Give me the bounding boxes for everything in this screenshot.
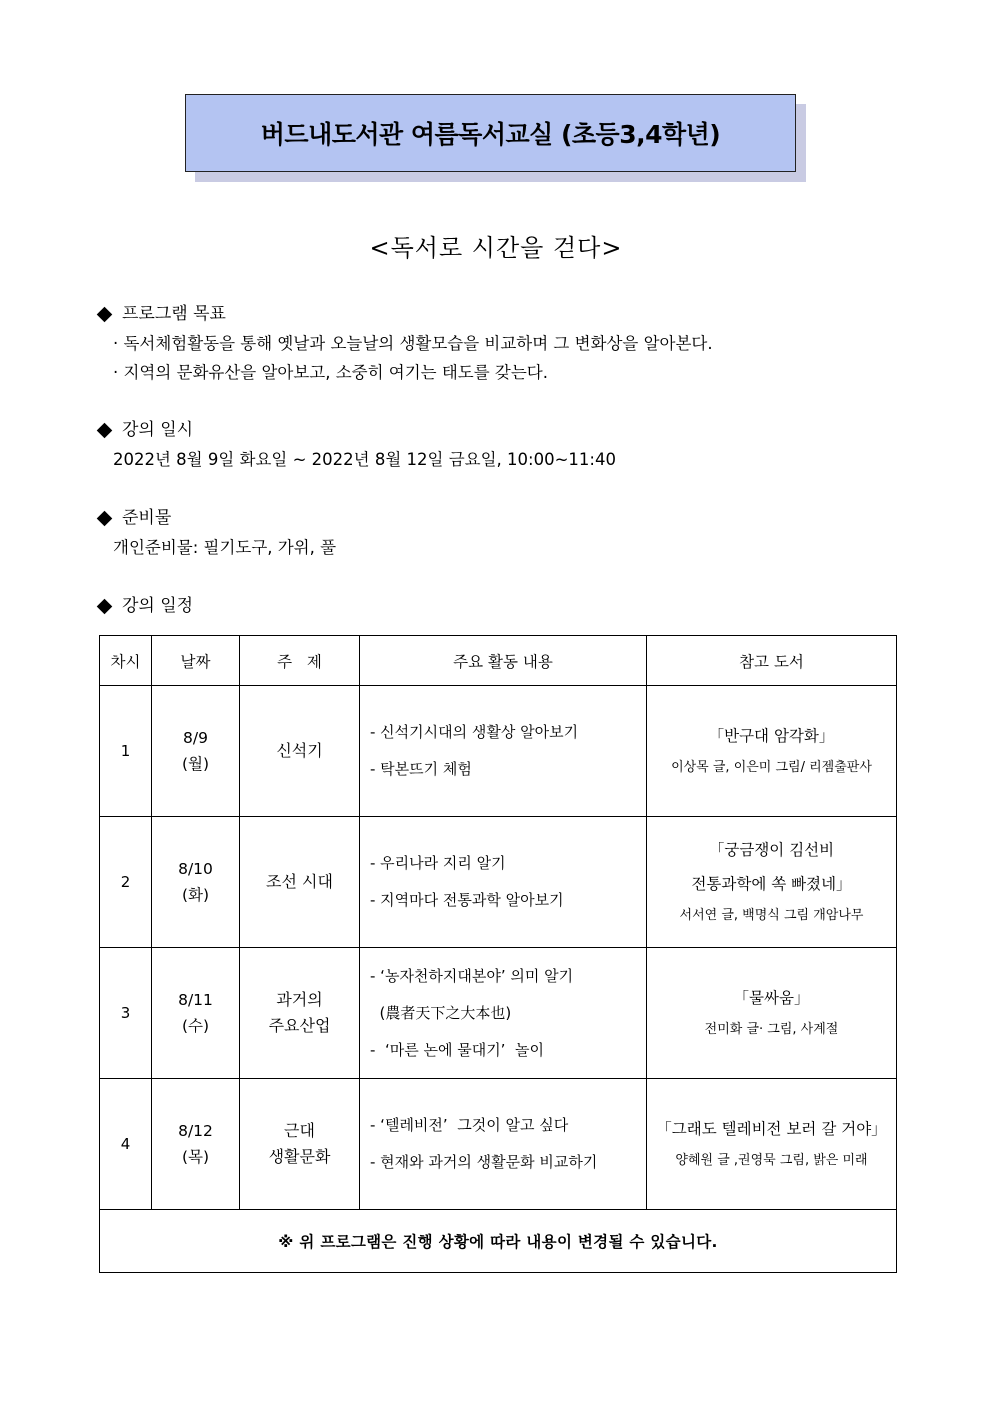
book-author: 양혜원 글 ,권영묵 그림, 밝은 미래 xyxy=(675,1153,868,1168)
table-header-row xyxy=(100,636,897,686)
date-value: 8/12 xyxy=(178,1122,213,1140)
session-activities xyxy=(360,686,647,817)
table-row xyxy=(100,686,897,817)
session-topic xyxy=(240,948,360,1079)
book-author: 서서연 글, 백명식 그림 개암나무 xyxy=(679,908,864,923)
topic-line: 조선 시대 xyxy=(266,872,333,891)
book-author: 이상목 글, 이은미 그림/ 리젬출판사 xyxy=(671,760,872,775)
table-row xyxy=(100,948,897,1079)
activity-item: (農者天下之大本也) xyxy=(370,1003,512,1022)
session-reference xyxy=(647,817,897,948)
session-number: 4 xyxy=(100,1079,152,1210)
date-value: 8/9 xyxy=(183,729,208,747)
section-supplies-heading xyxy=(95,504,336,533)
book-title: 「그래도 텔레비전 보러 갈 거야」 xyxy=(656,1120,887,1138)
session-date xyxy=(152,686,240,817)
section-goal xyxy=(95,300,713,387)
section-goal-title: 프로그램 목표 xyxy=(122,304,226,324)
session-date xyxy=(152,1079,240,1210)
activity-item: - ‘마른 논에 물대기’ 놀이 xyxy=(370,1040,544,1059)
goal-line-1: · 독서체험활동을 통해 옛날과 오늘날의 생활모습을 비교하며 그 변화상을 알아본다. xyxy=(113,334,713,353)
goal-line-2: · 지역의 문화유산을 알아보고, 소중히 여기는 태도를 갖는다. xyxy=(113,363,548,382)
supplies-text: 개인준비물: 필기도구, 가위, 풀 xyxy=(113,538,337,557)
activity-item: - ‘농자천하지대본야’ 의미 알기 xyxy=(370,966,574,985)
activity-item: - 신석기시대의 생활상 알아보기 xyxy=(370,723,579,741)
session-activities xyxy=(360,948,647,1079)
topic-line: 주요산업 xyxy=(268,1016,331,1035)
session-topic xyxy=(240,686,360,817)
session-topic xyxy=(240,817,360,948)
header-date: 날짜 xyxy=(152,636,240,686)
topic-line: 신석기 xyxy=(276,741,323,760)
section-schedule xyxy=(95,592,193,621)
section-date-heading xyxy=(95,416,616,445)
book-title: 「궁금쟁이 김선비 xyxy=(708,841,835,859)
session-number: 3 xyxy=(100,948,152,1079)
activity-item: - 현재와 과거의 생활문화 비교하기 xyxy=(370,1153,598,1171)
page-subtitle: <독서로 시간을 걷다> xyxy=(369,234,623,262)
date-text: 2022년 8월 9일 화요일 ~ 2022년 8월 12일 금요일, 10:00~11:40 xyxy=(113,450,616,469)
session-number: 2 xyxy=(100,817,152,948)
activity-item: - 탁본뜨기 체험 xyxy=(370,760,472,778)
header-session: 차시 xyxy=(100,636,152,686)
diamond-bullet-icon xyxy=(97,307,113,323)
session-reference xyxy=(647,1079,897,1210)
topic-line: 근대 xyxy=(284,1121,315,1140)
section-date xyxy=(95,416,616,474)
session-number: 1 xyxy=(100,686,152,817)
session-date xyxy=(152,817,240,948)
header-activities: 주요 활동 내용 xyxy=(360,636,647,686)
activity-item: - 우리나라 지리 알기 xyxy=(370,854,506,872)
session-topic xyxy=(240,1079,360,1210)
section-schedule-title: 강의 일정 xyxy=(122,596,194,616)
topic-line: 생활문화 xyxy=(268,1147,331,1166)
book-author: 전미화 글· 그림, 사계절 xyxy=(704,1022,839,1037)
section-goal-heading xyxy=(95,300,713,329)
session-date xyxy=(152,948,240,1079)
session-activities xyxy=(360,1079,647,1210)
schedule-note: ※ 위 프로그램은 진행 상황에 따라 내용이 변경될 수 있습니다. xyxy=(100,1210,897,1273)
session-activities xyxy=(360,817,647,948)
session-reference xyxy=(647,686,897,817)
topic-line: 과거의 xyxy=(276,990,323,1009)
date-day: (목) xyxy=(181,1148,210,1166)
date-value: 8/11 xyxy=(178,991,213,1009)
header-reference: 참고 도서 xyxy=(647,636,897,686)
page-title: 버드내도서관 여름독서교실 (초등3,4학년) xyxy=(185,94,796,172)
section-supplies xyxy=(95,504,336,562)
diamond-bullet-icon xyxy=(97,599,113,615)
book-title: 전통과학에 쏙 빠졌네」 xyxy=(691,875,852,893)
date-value: 8/10 xyxy=(178,860,213,878)
header-topic: 주 제 xyxy=(240,636,360,686)
activity-item: - ‘텔레비전’ 그것이 알고 싶다 xyxy=(370,1116,569,1134)
schedule-table xyxy=(99,635,897,1273)
date-day: (화) xyxy=(181,886,210,904)
date-day: (수) xyxy=(181,1017,210,1035)
book-title: 「반구대 암각화」 xyxy=(708,727,835,745)
book-title: 「물싸움」 xyxy=(733,989,810,1007)
diamond-bullet-icon xyxy=(97,511,113,527)
table-row xyxy=(100,817,897,948)
section-supplies-title: 준비물 xyxy=(122,508,172,528)
date-day: (월) xyxy=(181,755,210,773)
table-row xyxy=(100,1079,897,1210)
diamond-bullet-icon xyxy=(97,423,113,439)
session-reference xyxy=(647,948,897,1079)
activity-item: - 지역마다 전통과학 알아보기 xyxy=(370,891,564,909)
table-note-row xyxy=(100,1210,897,1273)
section-date-title: 강의 일시 xyxy=(122,420,194,440)
section-schedule-heading xyxy=(95,592,193,621)
